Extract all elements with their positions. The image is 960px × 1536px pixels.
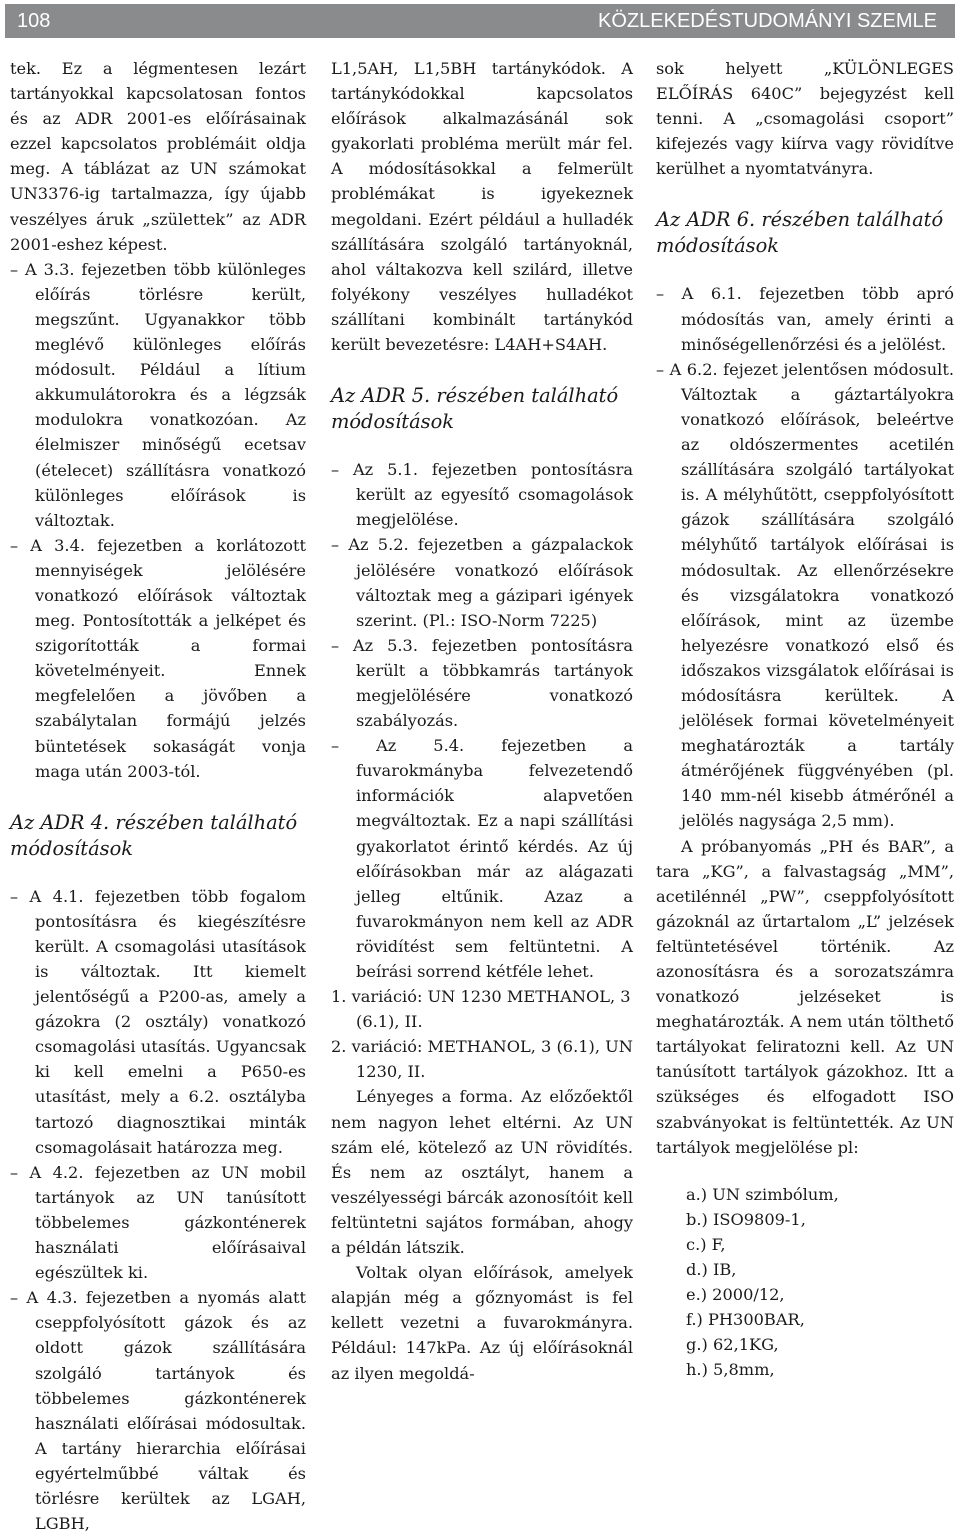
list-item: f.) PH300BAR, <box>686 1310 805 1330</box>
paragraph: Lényeges a forma. Az előzőektől nem nagyon lehet eltérni. Az UN szám elé, kötelező az UN rövidítés. És nem az osztályt, hanem a veszélyességi bárcák azonosítóit kell feltüntetni sajátos formában, ahogy a példán látszik. <box>331 1087 633 1258</box>
bullet-item: – Az 5.3. fejezetben pontosításra került a többkamrás tartányok megjelölésére vonatkozó szabályozás. <box>331 635 633 731</box>
paragraph: tek. Ez a légmentesen lezárt tartányokkal kapcsolatosan fontos és az ADR 2001-es előírásainak ezzel kapcsolatos problémáit oldja meg. A táblázat az UN számokat UN3376-ig tartalmazza, így újabb veszélyes áruk „születtek” az ADR 2001-eshez képest. <box>10 59 306 254</box>
list-item: h.) 5,8mm, <box>686 1360 775 1380</box>
paragraph: L1,5AH, L1,5BH tartánykódok. A tartánykódokkal kapcsolatos előírások alkalmazásánál sok gyakorlati probléma merült már fel. A módosításokkal a felmerült problémákat is igyekeznek megoldani. Ezért például a hulladék szállítására szolgáló tartányoknál, ahol váltakozva kell szilárd, illetve folyékony veszélyes hulladékot szállítani kombinált tartánykód került bevezetésre: L4AH+S4AH. <box>331 59 633 355</box>
bullet-item: – Az 5.4. fejezetben a fuvarokmányba felvezetendő információk alapvetően megváltoztak. Ez a napi szállítási gyakorlatot érintő kérdés. Az új előírásokban már az alágazati jelleg eltűnik. Azaz a fuvarokmányon nem kell az ADR rövidítést sem feltüntetni. A beírási sorrend kétféle lehet. <box>331 736 633 981</box>
bullet-item: – A 4.2. fejezetben az UN mobil tartányok az UN tanúsított többelemes gázkonténerek használati előírásaival egészültek ki. <box>10 1162 306 1283</box>
list-item: c.) F, <box>686 1234 726 1254</box>
bullet-item: – A 6.2. fejezet jelentősen módosult. Változtak a gáztartályokra vonatkozó előírások, beleértve az oldószermentes acetilén szállítására szolgáló tartályokat is. A mélyhűtött, cseppfolyósított gázok szállítására szolgáló mélyhűtő tartályok előírásai is módosultak. Az ellenőrzésekre és vizsgálatokra vonatkozó előírások, mint az üzembe helyezésre vonatkozó első és időszakos vizsgálatok előírásai is módosításra kerültek. A jelölések formai követelményeit meghatározták a tartály átmérőjének függvényében (pl. 140 mm-nél kisebb átmérőnél a jelölés nagysága 2,5 mm). <box>656 359 954 831</box>
section-heading: Az ADR 5. részében található módosítások <box>331 384 619 434</box>
variation-2: 2. variáció: METHANOL, 3 (6.1), UN 1230, II. <box>331 1037 633 1082</box>
column-3 <box>656 56 954 1383</box>
column-1 <box>10 56 306 1536</box>
bullet-item: – A 6.1. fejezetben több apró módosítás van, amely érinti a minőségellenőrzési és a jelölést. <box>656 284 954 354</box>
section-heading: Az ADR 4. részében található módosítások <box>10 810 298 860</box>
paragraph: sok helyett „KÜLÖNLEGES ELŐÍRÁS 640C” bejegyzést kell tenni. A „csomagolási csoport” kifejezés vagy kiírva vagy rövidítve kerülhet a nyomtatványra. <box>656 59 954 179</box>
designation-list <box>656 1182 954 1383</box>
list-item: b.) ISO9809-1, <box>686 1209 806 1229</box>
paragraph: A próbanyomás „PH és BAR”, a tara „KG”, a falvastagság „MM”, acetilénnél „PW”, cseppfolyósított gázoknál az űrtartalom „L” jelzések feltüntetésével történik. Az azonosításra és a sorozatszámra vonatkozó jelzéseket is meghatározták. A nem után tölthető tartályokat feliratozni kell. Az UN tanúsított tartályok gázokhoz. Itt a szükséges és elfogadott ISO szabványokat is feltüntették. Az UN tartályok megjelölése pl: <box>656 836 954 1157</box>
list-item: d.) IB, <box>686 1260 737 1280</box>
variation-1: 1. variáció: UN 1230 METHANOL, 3 (6.1), II. <box>331 987 631 1032</box>
bullet-item: – Az 5.2. fejezetben a gázpalackok jelölésére vonatkozó előírások változtak meg a gázipari igények szerint. (Pl.: ISO-Norm 7225) <box>331 535 633 630</box>
bullet-item: – A 4.1. fejezetben több fogalom pontosításra és kiegészítésre került. A csomagolási utasítások is változtak. Itt kiemelt jelentőségű a P200-as, amely a gázokra (2 osztály) vonatkozó csomagolási utasítás. Ugyancsak ki kell emelni a P650-es utasítást, mely a 6.2. osztályba tartozó diagnosztikai minták csomagolásait határozza meg. <box>10 886 306 1157</box>
page-header <box>5 4 955 38</box>
column-2 <box>331 56 633 1386</box>
bullet-item: – A 3.3. fejezetben több különleges előírás törlésre került, megszűnt. Ugyanakkor több meglévő különleges előírás módosult. Például a lítium akkumulátorokra és a légzsák modulokra vonatkozóan. Az élelmiszer minőségű ecetsav (ételecet) szállításra vonatkozó különleges előírások is változtak. <box>10 259 306 530</box>
bullet-item: – Az 5.1. fejezetben pontosításra került az egyesítő csomagolások megjelölése. <box>331 460 633 530</box>
bullet-item: – A 4.3. fejezetben a nyomás alatt cseppfolyósított gázok és az oldott gázok szállítására szolgáló tartányok és többelemes gázkonténerek használati előírásai módosultak. A tartány hierarchia előírásai egyértelműbbé váltak és törlésre kerültek az LGAH, LGBH, <box>10 1288 306 1534</box>
paragraph: Voltak olyan előírások, amelyek alapján még a gőznyomást is fel kellett vezetni a fuvarokmányra. Például: 147kPa. Az új előírásoknál az ilyen megoldá- <box>331 1263 633 1383</box>
journal-title: KÖZLEKEDÉSTUDOMÁNYI SZEMLE <box>598 9 937 32</box>
list-item: a.) UN szimbólum, <box>686 1184 839 1204</box>
list-item: e.) 2000/12, <box>686 1285 785 1305</box>
bullet-item: – A 3.4. fejezetben a korlátozott mennyiségek jelölésére vonatkozó előírások változtak meg. Pontosították a jelképet és szigorították a formai követelményeit. Ennek megfelelően a jövőben a szabálytalan formájú jelzés büntetések sokaságát vonja maga után 2003-tól. <box>10 535 306 781</box>
section-heading: Az ADR 6. részében található módosítások <box>656 208 944 258</box>
list-item: g.) 62,1KG, <box>686 1335 779 1355</box>
page-number: 108 <box>17 9 51 32</box>
